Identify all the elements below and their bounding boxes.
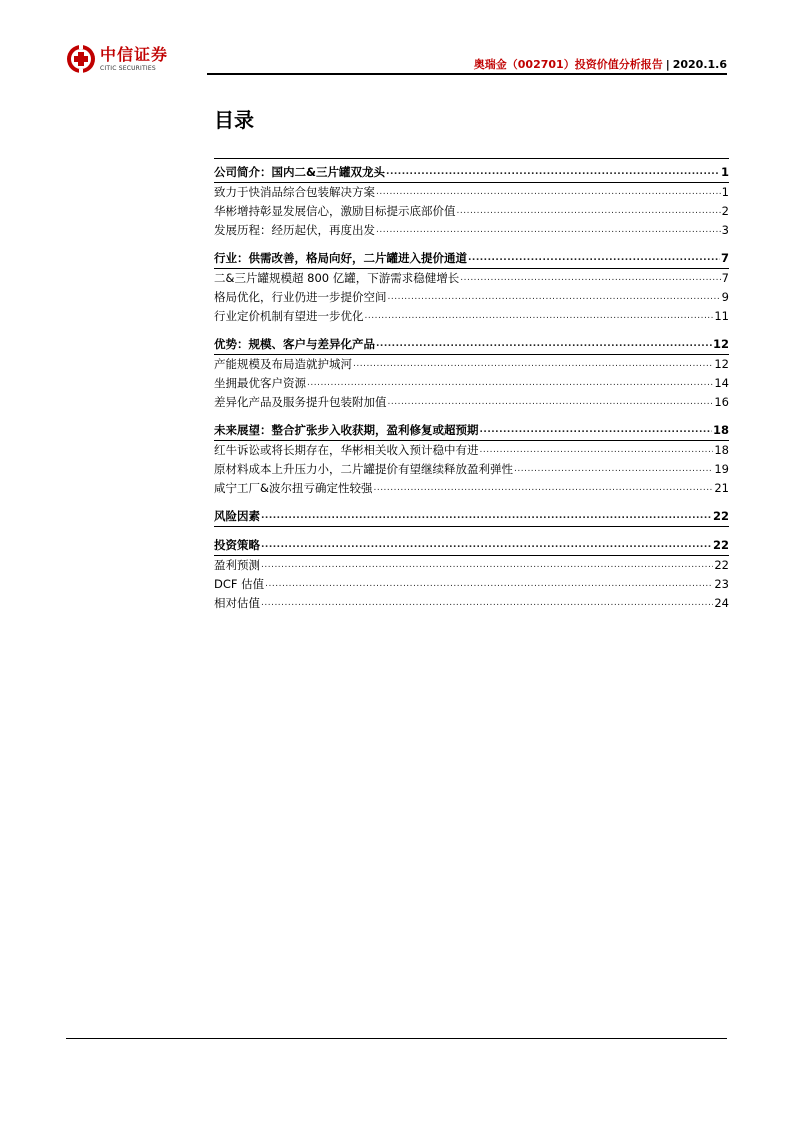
toc-entry[interactable] [214,202,729,221]
toc-entry[interactable] [214,460,729,479]
toc-entry[interactable] [214,221,729,240]
toc-entry-text: 优势：规模、客户与差异化产品 [214,337,375,351]
toc-page-number: 3 [721,223,729,237]
toc-page-number: 1 [721,185,729,199]
toc-leader-dots [457,202,721,221]
toc-entry-text: 格局优化，行业仍进一步提价空间 [214,290,387,304]
toc-entry[interactable] [214,288,729,307]
toc-entry[interactable] [214,355,729,374]
toc-entry[interactable] [214,441,729,460]
toc-page-number: 22 [714,558,729,572]
toc-page-number: 1 [720,165,729,179]
toc-section-heading[interactable] [214,420,729,441]
toc-section [214,506,729,527]
toc-leader-dots [265,575,713,594]
toc-section [214,334,729,412]
report-header [474,56,727,72]
toc-top-rule [214,158,729,159]
toc-leader-dots [261,536,712,555]
toc-section [214,420,729,498]
toc-leader-dots [373,479,713,498]
toc-entry-text: 行业定价机制有望进一步优化 [214,309,364,323]
toc-entry-text: 坐拥最优客户资源 [214,376,306,390]
toc-page-number: 12 [714,357,729,371]
toc-entry-text: 行业：供需改善，格局向好，二片罐进入提价通道 [214,251,467,265]
toc-leader-dots [386,163,720,182]
toc-entry-text: 产能规模及布局造就护城河 [214,357,352,371]
toc-leader-dots [261,507,712,526]
logo-cn: 中信证券 [100,44,169,64]
toc-entry-text: 红牛诉讼或将长期存在，华彬相关收入预计稳中有进 [214,443,479,457]
toc-entry[interactable] [214,556,729,575]
toc-page-number: 18 [714,443,729,457]
toc-leader-dots [480,421,712,440]
toc-entry-text: 咸宁工厂&波尔扭亏确定性较强 [214,481,373,495]
toc-page-number: 22 [712,509,729,523]
toc-page-number: 7 [721,271,729,285]
toc-entry-text: 风险因素 [214,509,260,523]
toc-section-heading[interactable] [214,334,729,355]
toc-section-heading[interactable] [214,535,729,556]
toc-entry-text: 公司简介：国内二&三片罐双龙头 [214,165,386,179]
toc-leader-dots [460,269,720,288]
toc-entry-text: 华彬增持彰显发展信心，激励目标提示底部价值 [214,204,456,218]
toc-page-number: 21 [714,481,729,495]
logo-en: CITIC SECURITIES [100,64,156,72]
toc-entry-text: 致力于快消品综合包装解决方案 [214,185,375,199]
toc-entry[interactable] [214,269,729,288]
citic-logo [66,43,168,75]
toc-entry[interactable] [214,479,729,498]
report-date: 2020.1.6 [672,58,727,71]
toc-section [214,535,729,613]
toc-leader-dots [388,393,714,412]
toc-entry[interactable] [214,393,729,412]
toc-entry-text: 投资策略 [214,538,260,552]
toc-entry-text: 盈利预测 [214,558,260,572]
header-rule [207,73,727,75]
toc-entry-text: 相对估值 [214,596,260,610]
toc-entry-text: 未来展望：整合扩张步入收获期，盈利修复或超预期 [214,423,479,437]
toc-page-number: 22 [712,538,729,552]
toc-section [214,162,729,240]
toc-page-number: 7 [720,251,729,265]
toc-page-number: 23 [714,577,729,591]
table-of-contents [214,162,729,621]
toc-section-heading[interactable] [214,248,729,269]
toc-leader-dots [514,460,713,479]
toc-entry-text: 差异化产品及服务提升包装附加值 [214,395,387,409]
toc-page-number: 18 [712,423,729,437]
toc-leader-dots [261,556,713,575]
toc-leader-dots [388,288,721,307]
toc-leader-dots [261,594,713,613]
toc-entry-text: DCF 估值 [214,577,265,591]
toc-leader-dots [376,183,721,202]
toc-page-number: 19 [714,462,729,476]
citic-logo-icon [66,44,96,74]
toc-entry[interactable] [214,594,729,613]
toc-entry-text: 原材料成本上升压力小，二片罐提价有望继续释放盈利弹性 [214,462,513,476]
toc-leader-dots [468,249,720,268]
toc-section [214,248,729,326]
toc-entry-text: 二&三片罐规模超 800 亿罐，下游需求稳健增长 [214,271,460,285]
toc-entry-text: 发展历程：经历起伏，再度出发 [214,223,375,237]
toc-page-number: 24 [714,596,729,610]
report-title: 奥瑞金（002701）投资价值分析报告 [473,58,663,71]
toc-leader-dots [307,374,713,393]
page-title: 目录 [214,108,254,132]
toc-page-number: 14 [714,376,729,390]
toc-page-number: 2 [721,204,729,218]
toc-entry[interactable] [214,575,729,594]
toc-page-number: 16 [714,395,729,409]
toc-entry[interactable] [214,183,729,202]
toc-leader-dots [376,335,712,354]
toc-page-number: 11 [714,309,729,323]
toc-page-number: 9 [721,290,729,304]
toc-entry[interactable] [214,374,729,393]
toc-page-number: 12 [712,337,729,351]
logo-text [100,44,169,72]
toc-leader-dots [480,441,714,460]
toc-leader-dots [365,307,714,326]
toc-entry[interactable] [214,307,729,326]
footer-rule [66,1038,727,1039]
toc-leader-dots [353,355,713,374]
header-separator: | [665,58,670,71]
toc-leader-dots [376,221,721,240]
toc-section-heading[interactable] [214,162,729,183]
toc-section-heading[interactable] [214,506,729,527]
